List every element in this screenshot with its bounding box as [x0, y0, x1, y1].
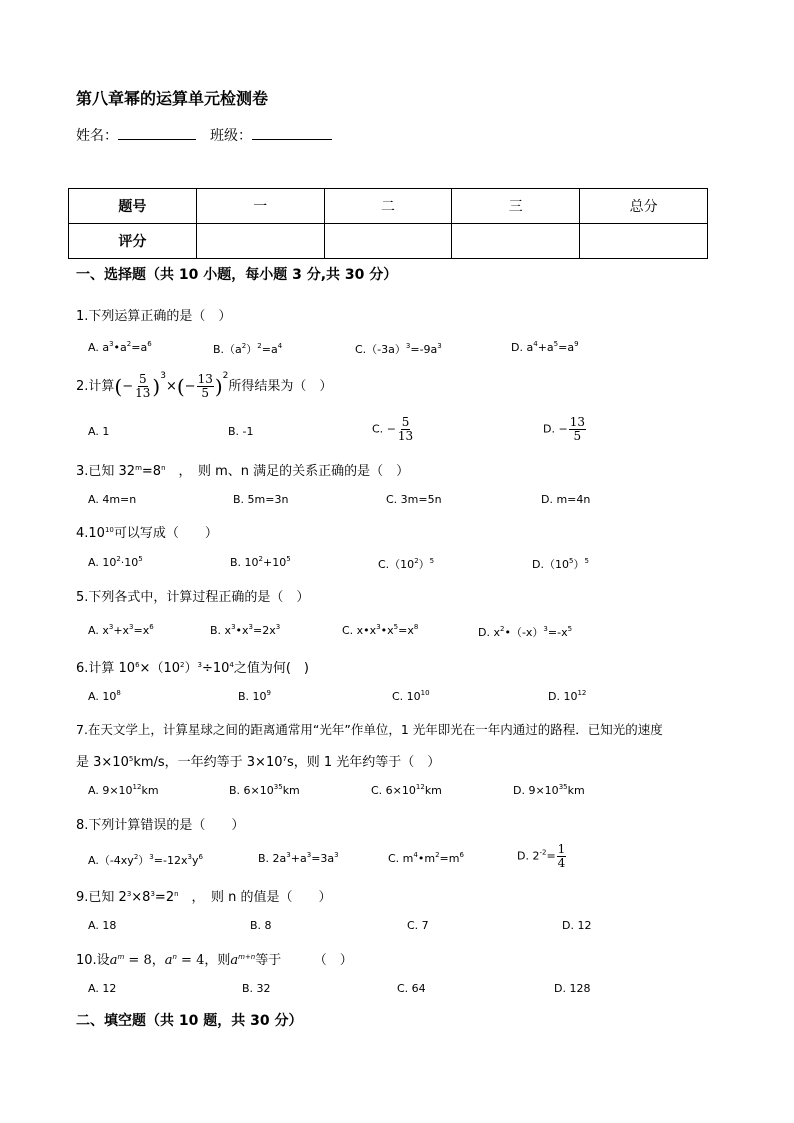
- fraction: [397, 416, 414, 443]
- stem-text: ×（10: [139, 661, 180, 676]
- score-table: [68, 188, 708, 259]
- name-blank[interactable]: [118, 125, 196, 140]
- page-title: 第八章幂的运算单元检测卷: [76, 89, 269, 108]
- stem-text: 6.计算 10: [76, 661, 136, 676]
- exponent: 5: [128, 755, 134, 763]
- exponent: 2: [179, 661, 185, 669]
- option-c[interactable]: C. $m^4•m^2=m^6$: [388, 851, 464, 865]
- option-a[interactable]: A. $a^3•a^2=a^6$: [88, 340, 152, 354]
- stem-text: =2: [154, 890, 175, 905]
- var-a: a: [164, 953, 173, 968]
- score-table-header-row: [69, 189, 708, 224]
- stem-text: = 4，则: [176, 953, 231, 968]
- option-c[interactable]: $C.(-3a)^3=-9a^3$: [355, 342, 442, 356]
- exponent: 3: [160, 371, 166, 381]
- denominator: 13: [135, 386, 151, 400]
- numerator: 5: [401, 415, 410, 429]
- score-table-row: [69, 224, 708, 259]
- stem-text: 等于 （ ）: [255, 953, 353, 968]
- stem-text: 3.已知 32: [76, 464, 136, 479]
- minus-sign: −: [122, 379, 134, 394]
- option-d[interactable]: D. $x^2•(-x)^3=-x^5$: [478, 625, 573, 639]
- header-cell: 二: [324, 189, 452, 224]
- option-d[interactable]: [543, 416, 587, 443]
- question-stem: [76, 657, 309, 676]
- option-a[interactable]: A. 4m=n: [88, 493, 137, 506]
- stem-text: ， 则 n 的值是（ ）: [178, 890, 332, 905]
- exponent: 6: [135, 661, 140, 669]
- option-d[interactable]: $D.(10^5)^5$: [532, 557, 589, 571]
- option-label: D.: [543, 422, 555, 436]
- option-a[interactable]: A. 12: [88, 982, 117, 995]
- stem-text: 2.计算: [76, 379, 115, 394]
- option-b[interactable]: $B.(a^2)^2=a^4$: [213, 342, 283, 356]
- question-stem: [76, 886, 332, 905]
- option-label: C.: [372, 422, 384, 436]
- option-b[interactable]: B. -1: [228, 425, 254, 438]
- option-c[interactable]: C. 64: [397, 982, 426, 995]
- stem-text: 4.10: [76, 526, 105, 541]
- option-a[interactable]: A. $10^2\cdot 10^5$: [88, 555, 143, 569]
- fraction: [557, 843, 567, 870]
- question-stem: 8.下列计算错误的是（ ）: [76, 818, 245, 833]
- score-cell[interactable]: [580, 224, 708, 259]
- stem-text: ）: [184, 661, 198, 676]
- option-c[interactable]: $C.(10^2)^5$: [378, 557, 435, 571]
- stem-text: 可以写成（ ）: [113, 526, 218, 541]
- exponent: n: [172, 953, 177, 961]
- option-b[interactable]: B. $10^2+10^5$: [230, 555, 291, 569]
- option-b[interactable]: B. 5m=3n: [233, 493, 289, 506]
- option-d[interactable]: D. $2^{-2}=$ $\frac{1}{4}$: [517, 842, 566, 870]
- exponent: n: [174, 890, 179, 898]
- numerator: 1: [557, 842, 566, 856]
- stem-text: ， 则 m、n 满足的关系正确的是（ ）: [165, 464, 410, 479]
- option-c[interactable]: C. 7: [407, 919, 429, 932]
- stem-text: km/s，一年约等于 3×10: [133, 755, 283, 770]
- denominator: 13: [397, 429, 414, 443]
- exponent: m: [117, 953, 125, 961]
- stem-text: 是 3×10: [76, 755, 129, 770]
- var-a: a: [109, 953, 118, 968]
- option-c[interactable]: C. $6\times 10^{12}km$: [371, 783, 442, 797]
- class-label: 班级：: [210, 128, 252, 144]
- exponent: 4: [229, 661, 234, 669]
- option-d[interactable]: D. $9\times 10^{35}km$: [513, 783, 585, 797]
- exponent: m: [135, 464, 142, 472]
- option-a[interactable]: A. $9\times 10^{12}km$: [88, 783, 159, 797]
- exponent: 7: [282, 755, 287, 763]
- exponent: 2: [222, 371, 229, 381]
- option-d[interactable]: D. 12: [562, 919, 592, 932]
- option-b[interactable]: B. $10^9$: [238, 689, 272, 703]
- option-d[interactable]: D. m=4n: [541, 493, 591, 506]
- var-a: a: [230, 953, 239, 968]
- option-d[interactable]: D. $10^{12}$: [548, 689, 587, 703]
- score-cell[interactable]: [196, 224, 324, 259]
- option-d[interactable]: D. $a^4+a^5=a^9$: [511, 340, 579, 354]
- fraction: [134, 373, 151, 400]
- minus-sign: −: [558, 422, 568, 436]
- question-stem: 1.下列运算正确的是（ ）: [76, 309, 232, 324]
- question-stem: [76, 522, 218, 541]
- option-c[interactable]: C. $x•x^3•x^5=x^8$: [342, 623, 419, 637]
- denominator: 5: [201, 386, 210, 400]
- option-a[interactable]: $A.(-4xy^2)^3=-12x^3y^6$: [88, 853, 203, 867]
- exponent: 10: [104, 526, 114, 534]
- option-d[interactable]: D. 128: [554, 982, 591, 995]
- stem-text: ×8: [131, 890, 151, 905]
- option-b[interactable]: B. $6\times 10^{35}km$: [229, 783, 300, 797]
- option-b[interactable]: B. 32: [242, 982, 271, 995]
- score-cell[interactable]: [452, 224, 580, 259]
- numerator: 5: [138, 372, 147, 386]
- minus-sign: −: [184, 379, 196, 394]
- option-c[interactable]: C. 3m=5n: [386, 493, 442, 506]
- header-cell: 题号: [69, 189, 197, 224]
- numerator: 13: [197, 372, 213, 386]
- denominator: 5: [573, 429, 582, 443]
- exponent: 3: [150, 890, 155, 898]
- fraction: [197, 373, 214, 400]
- header-cell: 三: [452, 189, 580, 224]
- exponent: n: [161, 464, 166, 472]
- exponent: 3: [197, 661, 202, 669]
- option-b[interactable]: B. $x^3•x^3=2x^3$: [210, 623, 281, 637]
- row-label-cell: 评分: [69, 224, 197, 259]
- score-cell[interactable]: [324, 224, 452, 259]
- stem-text: 10.设: [76, 953, 110, 968]
- question-stem: [76, 460, 409, 479]
- stem-text: = 8，: [124, 953, 165, 968]
- stem-text: ÷10: [201, 661, 230, 676]
- header-cell: 一: [196, 189, 324, 224]
- header-cell: 总分: [580, 189, 708, 224]
- stem-text: 9.已知 2: [76, 890, 127, 905]
- exponent: m+n: [238, 953, 256, 961]
- section-title: 一、选择题（共 10 小题，每小题 3 分,共 30 分）: [76, 267, 398, 283]
- times-sign: ×: [165, 379, 177, 394]
- name-field[interactable]: [76, 125, 196, 145]
- option-b[interactable]: B. $2a^3+a^3=3a^3$: [258, 851, 339, 865]
- question-stem: 2.计算(− $\frac{5}{13}$ )$^3$×(− $\frac{13}{5}$ )$^2$所得结果为（ ）: [76, 371, 333, 400]
- option-a[interactable]: A. 18: [88, 919, 117, 932]
- section-title: 二、填空题（共 10 题，共 30 分）: [76, 1013, 303, 1029]
- stem-text: 所得结果为（ ）: [228, 379, 333, 394]
- denominator: 4: [557, 856, 566, 870]
- option-a[interactable]: A. 1: [88, 425, 110, 438]
- option-c[interactable]: [372, 416, 415, 443]
- question-stem: 5.下列各式中，计算过程正确的是（ ）: [76, 590, 310, 605]
- numerator: 13: [569, 415, 585, 429]
- class-blank[interactable]: [252, 125, 332, 140]
- minus-sign: −: [386, 422, 396, 436]
- fraction: [569, 416, 586, 443]
- option-a[interactable]: A. $x^3+x^3=x^6$: [88, 623, 154, 637]
- stem-text: =8: [141, 464, 162, 479]
- class-field[interactable]: [210, 125, 332, 145]
- stem-text: 之值为何( ): [233, 661, 309, 676]
- exponent: 3: [126, 890, 132, 898]
- question-stem-line2: [76, 751, 440, 770]
- stem-text: s，则 1 光年约等于（ ）: [286, 755, 441, 770]
- option-b[interactable]: B. 8: [250, 919, 272, 932]
- name-label: 姓名：: [76, 128, 118, 144]
- question-stem: 7.在天文学上，计算星球之间的距离通常用“光年”作单位，1 光年即光在一年内通过的路程．已知光的速度: [76, 722, 663, 737]
- option-a[interactable]: A. $10^8$: [88, 689, 121, 703]
- question-stem: [76, 949, 353, 968]
- option-c[interactable]: C. $10^{10}$: [392, 689, 430, 703]
